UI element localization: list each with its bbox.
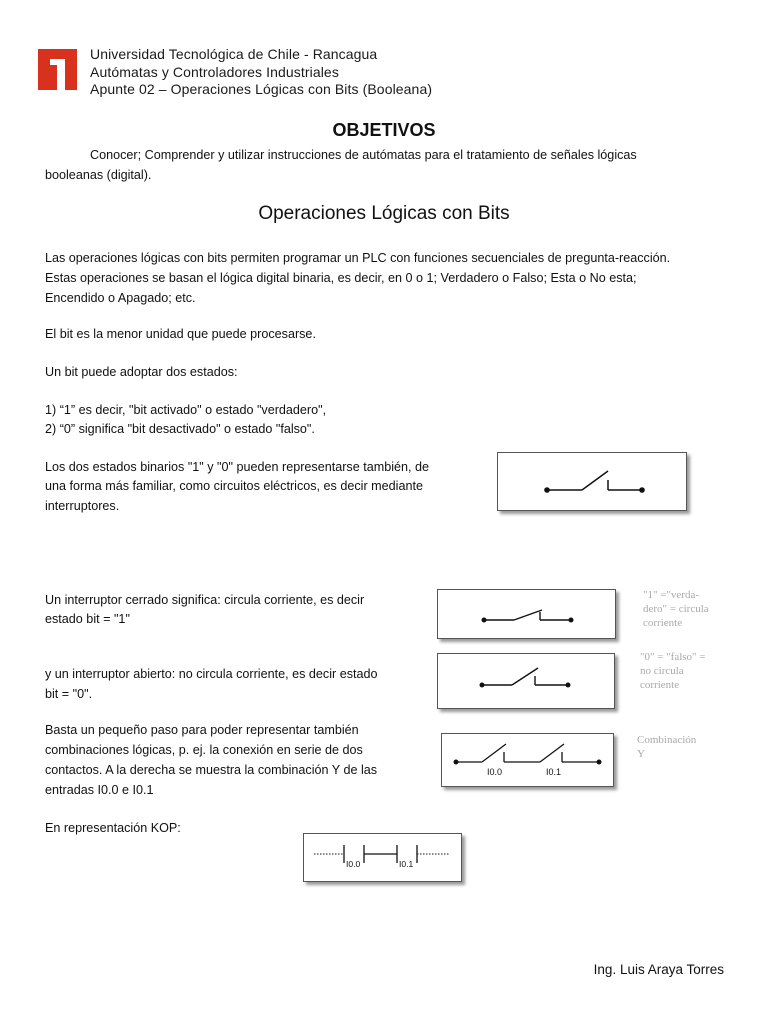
open-line1: y un interruptor abierto: no circula corriente, es decir estado xyxy=(45,667,378,681)
open-switch-diagram xyxy=(437,653,615,709)
closed-note-line2: dero" = circula xyxy=(643,603,709,615)
closed-line1: Un interruptor cerrado significa: circula corriente, es decir xyxy=(45,593,365,607)
bit-states-text: Un bit puede adoptar dos estados: xyxy=(45,365,238,379)
binary-line2: una forma más familiar, como circuitos eléctricos, es decir mediante xyxy=(45,479,423,493)
combo-line1: Basta un pequeño paso para poder representar también xyxy=(45,723,359,737)
intro-line2: Estas operaciones se basan el lógica digital binaria, es decir, en 0 o 1; Verdadero o Falso; Esta o No esta; xyxy=(45,271,637,285)
kop-label-i01: I0.1 xyxy=(399,859,414,869)
header-course: Autómatas y Controladores Industriales xyxy=(90,64,339,80)
open-switch-symbol xyxy=(438,654,614,708)
binary-line1: Los dos estados binarios "1" y "0" pueden representarse también, de xyxy=(45,460,430,474)
closed-note-line1: "1" ="verda- xyxy=(643,589,700,601)
objectives-text-line1: Conocer; Comprender y utilizar instrucciones de autómatas para el tratamiento de señales lógicas xyxy=(90,148,637,162)
binary-line3: interruptores. xyxy=(45,499,120,513)
closed-switch-symbol xyxy=(438,590,615,638)
series-contacts-diagram xyxy=(441,733,614,787)
switch-symbol xyxy=(498,453,686,510)
open-line2: bit = "0". xyxy=(45,687,93,701)
contact-label-i00: I0.0 xyxy=(487,767,503,777)
section-title: Operaciones Lógicas con Bits xyxy=(258,203,510,224)
closed-line2: estado bit = "1" xyxy=(45,612,130,626)
kop-ladder-symbol xyxy=(304,834,461,881)
state-2-text: 2) “0” significa "bit desactivado" o estado "falso". xyxy=(45,422,315,436)
open-note-line2: no circula xyxy=(640,665,684,677)
combo-note-line2: Y xyxy=(637,748,645,760)
kop-label-i00: I0.0 xyxy=(346,859,361,869)
objectives-title: OBJETIVOS xyxy=(332,120,436,140)
university-logo xyxy=(38,49,77,90)
header-university: Universidad Tecnológica de Chile - Rancagua xyxy=(90,46,378,62)
state-1-text: 1) “1” es decir, "bit activado" o estado "verdadero", xyxy=(45,403,327,417)
intro-line1: Las operaciones lógicas con bits permiten programar un PLC con funciones secuenciales de pregunta-reacción. xyxy=(45,251,671,265)
combo-note-line1: Combinación xyxy=(637,734,697,746)
kop-ladder-diagram xyxy=(303,833,462,882)
closed-note-line3: corriente xyxy=(643,617,683,629)
combo-line4: entradas I0.0 e I0.1 xyxy=(45,783,154,797)
contact-label-i01: I0.1 xyxy=(546,767,562,777)
intro-line3: Encendido o Apagado; etc. xyxy=(45,291,196,305)
footer-author: Ing. Luis Araya Torres xyxy=(593,962,724,977)
open-note-line1: "0" = "falso" = xyxy=(640,651,706,663)
kop-text: En representación KOP: xyxy=(45,821,181,835)
header-note-title: Apunte 02 – Operaciones Lógicas con Bits (Booleana) xyxy=(90,81,433,97)
switch-diagram xyxy=(497,452,687,511)
bit-unit-text: El bit es la menor unidad que puede procesarse. xyxy=(45,327,316,341)
series-contacts-symbol xyxy=(442,734,613,786)
open-note-line3: corriente xyxy=(640,679,680,691)
objectives-text-line2: booleanas (digital). xyxy=(45,168,152,182)
combo-line3: contactos. A la derecha se muestra la combinación Y de las xyxy=(45,763,378,777)
combo-line2: combinaciones lógicas, p. ej. la conexión en serie de dos xyxy=(45,743,363,757)
closed-switch-diagram xyxy=(437,589,616,639)
